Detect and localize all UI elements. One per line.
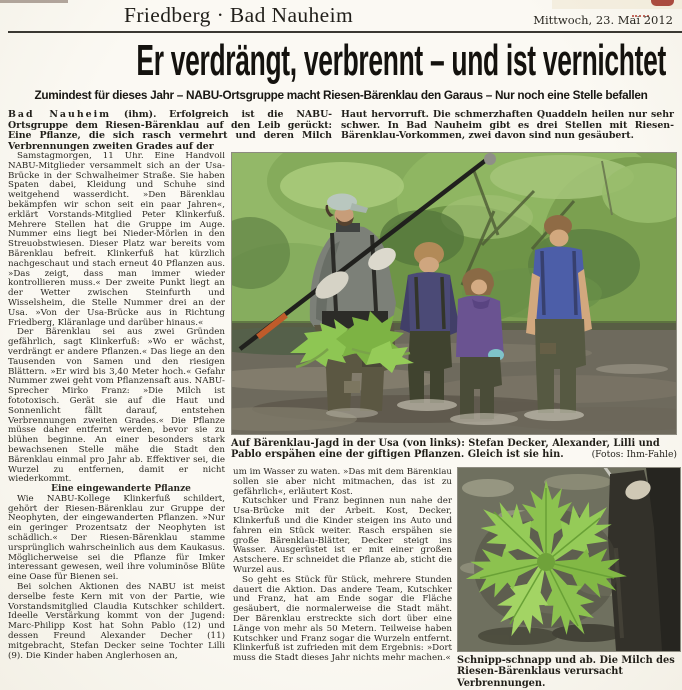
paragraph: Kutschker und Franz beginnen nun nahe der Usa-Brücke mit der Arbeit. Kost, Decker, Klinkerfuß und die Kinder steigen ins Auto und fahren ein Stück weiter. Rasch erspähen sie große Bärenklau-Blätter, Decker steigt ins Wasser. Ausgerüstet ist er mit einer großen Astschere. Er schneidet die Pflanze ab, sticht die Wurzel aus. [233, 496, 452, 575]
scan-edge-artifact [0, 0, 68, 3]
lead-column-2: Haut hervorruft. Die schmerzhaften Quaddeln heilen nur sehr schwer. In Bad Nauheim gibt es drei Stellen mit Riesen-Bärenklau-Vorkommen, zwei davon sind nun gesäubert. [341, 109, 674, 142]
paragraph: Bei solchen Aktionen des NABU ist meist derselbe feste Kern mit von der Partie, wie Vorstandsmitglied Claudia Kutschker schildert. Ideelle Verstärkung kommt von der Jugend: Marc-Philipp Kost hat Sohn Pablo (12) und dessen Freund Alexander Decher (11) mitgebracht, Stefan Decker seine Tochter Lilli (9). Die Kinder haben Anglerhosen an, [8, 582, 225, 661]
paragraph: um im Wasser zu waten. »Das mit dem Bärenklau sollen sie aber nicht mitmachen, das ist zu gefährlich«, erläutert Kost. [233, 468, 452, 497]
dateline: Bad Nauheim [8, 109, 112, 120]
main-photo-illustration [232, 153, 676, 434]
crosshead: Eine eingewanderte Pflanze [51, 484, 191, 495]
wader-legs [608, 468, 680, 651]
masthead-rule [8, 31, 682, 33]
leaf-photo-caption: Schnipp-schnapp und ab. Die Milch des Riesen-Bärenklaus verursacht Verbrennungen. [457, 655, 675, 689]
main-photo-figure [231, 152, 677, 461]
section-title: Friedberg · Bad Nauheim [124, 3, 354, 27]
leaf-photo [457, 467, 681, 652]
subheadline: Zumindest für dieses Jahr – NABU-Ortsgruppe macht Riesen-Bärenklau den Garaus – Nur noch eine Stelle befallen [34, 88, 648, 102]
leaf-photo-figure [457, 467, 681, 689]
paragraph: So geht es Stück für Stück, mehrere Stunden dauert die Aktion. Das andere Team, Kutschker und Franz, hat am Ende sogar die Fläche gesäubert, die normalerweise die Stadt mäht. Der Bärenklau erstreckte sich dort über eine Länge von mehr als 50 Metern. Teilweise haben Kutschker und Franz sogar die Wurzeln entfernt. Klinkerfuß ist zufrieden mit dem Ergebnis: »Dort muss die Stadt dieses Jahr nichts mehr machen.« [233, 574, 452, 664]
issue-date: Mittwoch, 23. Mai 2012 [533, 13, 673, 27]
lead-text-1: (ihm). Erfolgreich ist die NABU-Ortsgruppe dem Riesen-Bärenklau auf den Leib gerückt: Eine Pflanze, die sich rasch vermehrt und deren Milch Verbrennungen zweiten Grades auf der [8, 109, 332, 152]
lead-column-1 [8, 110, 332, 152]
main-photo [231, 152, 677, 435]
leaf-photo-illustration [458, 468, 680, 651]
caption-text: Auf Bärenklau-Jagd in der Usa (von links): Stefan Decker, Alexander, Lilli und Pablo erspähen eine der giftigen Pflanzen. Gleich ist sie hin. [231, 438, 660, 461]
headline: Er verdrängt, verbrennt – und ist vernichtet [136, 36, 667, 85]
main-photo-caption [231, 438, 677, 461]
red-pen-mark [651, 0, 674, 6]
body-column-left [8, 152, 225, 682]
paragraph: Der Bärenklau sei aus zwei Gründen gefährlich, sagt Klinkerfuß: »Wo er wächst, verdrängt er andere Pflanzen.« Das liege an den Tausenden von Samen und den riesigen Blättern. »Er wird bis 3,40 Meter hoch.« Gefahr Nummer zwei geht vom Pflanzensaft aus. NABU-Sprecher Mirko Franz: »Die Milch ist fototoxisch. Gerät sie auf die Haut und Sonnenlicht fällt darauf, entstehen Verbrennungen zweiten Grades.« Die Pflanze müsse daher entfernt werden, bevor sie zu blühen beginne. An einer besonders stark bewachsenen Stelle mähe die Stadt den Bärenklau einmal pro Jahr ab. Effektiver sei, die Wurzel zu entfernen, damit er nicht wiederkommt. [8, 327, 225, 485]
paragraph: Samstagmorgen, 11 Uhr. Eine Handvoll NABU-Mitglieder versammelt sich an der Usa-Brücke in der Schwalheimer Straße. Sie haben Spaten dabei, Kleidung und Schuhe sind weitgehend wasserdicht. »Den Bärenklau bekämpfen wir schon seit ein paar Jahren«, erklärt Vorstands-Mitglied Peter Klinkerfuß. Mehrere Stellen hat die Gruppe im Auge. Nummer eins liegt bei Nieder-Mörlen in den Streuobstwiesen. Dieser Platz war bereits vom Bärenklau befreit. Klinkerfuß hat kürzlich nachgeschaut und stach erneut 40 Pflanzen aus. »Das zeigt, dass man immer wieder kontrollieren muss.« Der zweite Punkt liegt an der Wetter zwischen Steinfurth und Wisselsheim, die Stelle Nummer drei an der Usa. »Von der Usa-Brücke aus in Richtung Friedberg, Kläranlage und darüber hinaus.« [8, 152, 225, 328]
body-column-middle [233, 468, 452, 680]
photo-credit: (Fotos: Ihm-Fahle) [591, 449, 677, 461]
paragraph: Wie NABU-Kollege Klinkerfuß schildert, gehört der Riesen-Bärenklau zur Gruppe der Neophyten, der eingewanderten Pflanzen. »Nur ein geringer Prozentsatz der Neophyten ist schädlich.« Der Riesen-Bärenklau stamme ursprünglich wahrscheinlich aus dem Kaukasus. Möglicherweise sei die Pflanze für Imker interessant gewesen, weil ihre voluminöse Blüte eine Oase für Bienen sei. [8, 493, 225, 583]
